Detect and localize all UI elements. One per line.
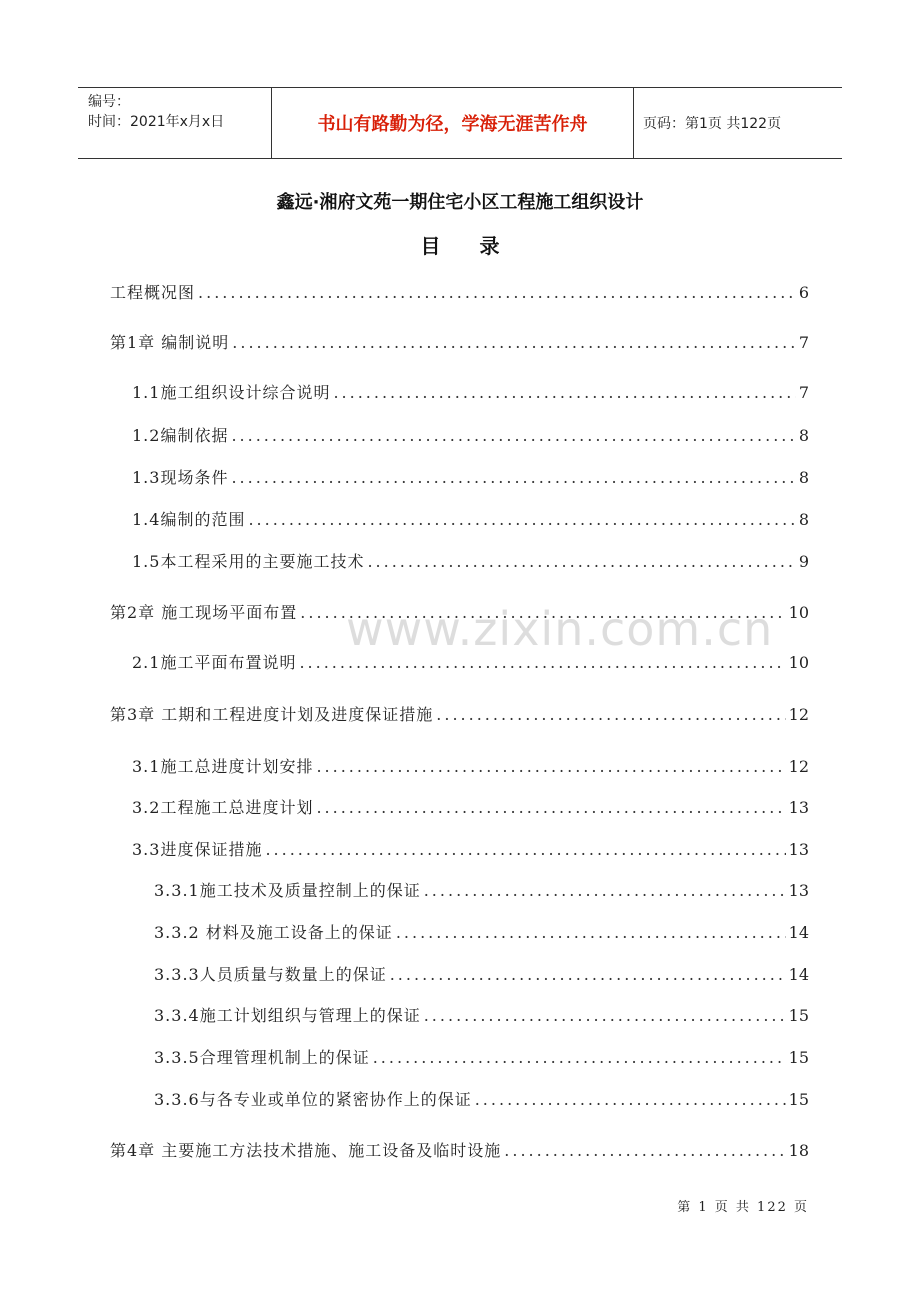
page-footer: 第 1 页 共 122 页 [677, 1200, 809, 1215]
toc-entry-page: 12 [788, 705, 809, 724]
toc-entry-label: 第2章 施工现场平面布置 [110, 603, 298, 622]
toc-entry-page: 10 [788, 653, 809, 672]
toc-entry-page: 13 [788, 840, 809, 859]
toc-entry-label: 1.2编制依据 [132, 426, 229, 445]
toc-leader-dots [231, 467, 795, 489]
toc-leader-dots [248, 509, 795, 531]
toc-entry-label: 3.3.3人员质量与数量上的保证 [154, 965, 387, 984]
toc-entry-page: 7 [798, 333, 809, 352]
toc-entry-label: 1.1施工组织设计综合说明 [132, 383, 331, 402]
toc-entry-page: 13 [788, 798, 809, 817]
toc-entry-label: 2.1施工平面布置说明 [132, 653, 297, 672]
toc-entry[interactable] [110, 1140, 809, 1162]
toc-entry[interactable] [132, 797, 809, 819]
toc-entry-label: 工程概况图 [110, 283, 196, 302]
serial-number-label: 编号： [88, 94, 130, 110]
toc-entry[interactable] [110, 704, 809, 726]
toc-entry[interactable] [154, 964, 809, 986]
toc-entry-label: 1.3现场条件 [132, 468, 229, 487]
toc-leader-dots [265, 839, 785, 861]
toc-entry-page: 8 [798, 510, 809, 529]
document-title: 鑫远·湘府文苑一期住宅小区工程施工组织设计 [276, 192, 644, 213]
toc-entry[interactable] [132, 839, 809, 861]
toc-entry-label: 1.5本工程采用的主要施工技术 [132, 552, 365, 571]
toc-entry[interactable] [154, 1005, 809, 1027]
toc-entry[interactable] [132, 382, 809, 404]
toc-entry-label: 3.3.4施工计划组织与管理上的保证 [154, 1006, 421, 1025]
header-meta [78, 88, 272, 158]
toc-entry[interactable] [154, 1089, 809, 1111]
toc-leader-dots [475, 1089, 786, 1111]
watermark: www.zixin.com.cn [346, 602, 774, 656]
toc-entry[interactable] [132, 551, 809, 573]
toc-entry-page: 15 [788, 1048, 809, 1067]
toc-leader-dots [367, 551, 795, 573]
toc-entry-page: 15 [788, 1006, 809, 1025]
toc-leader-dots [333, 382, 795, 404]
toc-entry[interactable] [132, 756, 809, 778]
toc-entry-label: 第4章 主要施工方法技术措施、施工设备及临时设施 [110, 1141, 502, 1160]
header-page-info [634, 88, 842, 158]
toc-entry-page: 15 [788, 1090, 809, 1109]
toc-entry[interactable] [132, 425, 809, 447]
date-label: 时间：2021年x月x日 [88, 114, 225, 130]
toc-entry-label: 3.3.6与各专业或单位的紧密协作上的保证 [154, 1090, 472, 1109]
toc-leader-dots [373, 1047, 786, 1069]
page-info-text: 页码：第1页 共122页 [643, 116, 782, 132]
toc-entry-label: 3.3.2 材料及施工设备上的保证 [154, 923, 393, 942]
toc-entry[interactable] [132, 467, 809, 489]
toc-entry-label: 3.2工程施工总进度计划 [132, 798, 314, 817]
toc-leader-dots [436, 704, 785, 726]
toc-leader-dots [231, 425, 795, 447]
toc-entry-page: 8 [798, 468, 809, 487]
toc-entry-label: 3.1施工总进度计划安排 [132, 757, 314, 776]
toc-leader-dots [396, 922, 786, 944]
toc-entry[interactable] [132, 509, 809, 531]
toc-entry-page: 14 [788, 965, 809, 984]
toc-leader-dots [316, 756, 785, 778]
toc-entry-label: 3.3.5合理管理机制上的保证 [154, 1048, 370, 1067]
toc-entry-label: 1.4编制的范围 [132, 510, 246, 529]
toc-entry-page: 10 [788, 603, 809, 622]
toc-entry-page: 9 [798, 552, 809, 571]
toc-entry[interactable] [110, 332, 809, 354]
toc-leader-dots [390, 964, 786, 986]
toc-leader-dots [232, 332, 796, 354]
toc-entry-page: 7 [798, 383, 809, 402]
toc-leader-dots [198, 282, 796, 304]
motto-text: 书山有路勤为径，学海无涯苦作舟 [317, 114, 588, 135]
toc-entry[interactable] [154, 1047, 809, 1069]
toc-entry[interactable] [154, 922, 809, 944]
toc-entry-page: 8 [798, 426, 809, 445]
page-header [78, 87, 842, 159]
toc-entry-page: 6 [798, 283, 809, 302]
toc-leader-dots [424, 880, 786, 902]
toc-entry-page: 14 [788, 923, 809, 942]
toc-leader-dots [504, 1140, 785, 1162]
toc-entry-label: 3.3进度保证措施 [132, 840, 263, 859]
toc-entry-page: 13 [788, 881, 809, 900]
toc-entry-page: 18 [788, 1141, 809, 1160]
toc-leader-dots [316, 797, 785, 819]
header-motto [272, 88, 634, 158]
toc-heading: 目 录 [420, 234, 516, 258]
toc-entry[interactable] [154, 880, 809, 902]
toc-entry-label: 3.3.1施工技术及质量控制上的保证 [154, 881, 421, 900]
toc-entry[interactable] [110, 282, 809, 304]
toc-leader-dots [424, 1005, 786, 1027]
toc-entry-page: 12 [788, 757, 809, 776]
toc-entry-label: 第1章 编制说明 [110, 333, 230, 352]
toc-entry-label: 第3章 工期和工程进度计划及进度保证措施 [110, 705, 434, 724]
